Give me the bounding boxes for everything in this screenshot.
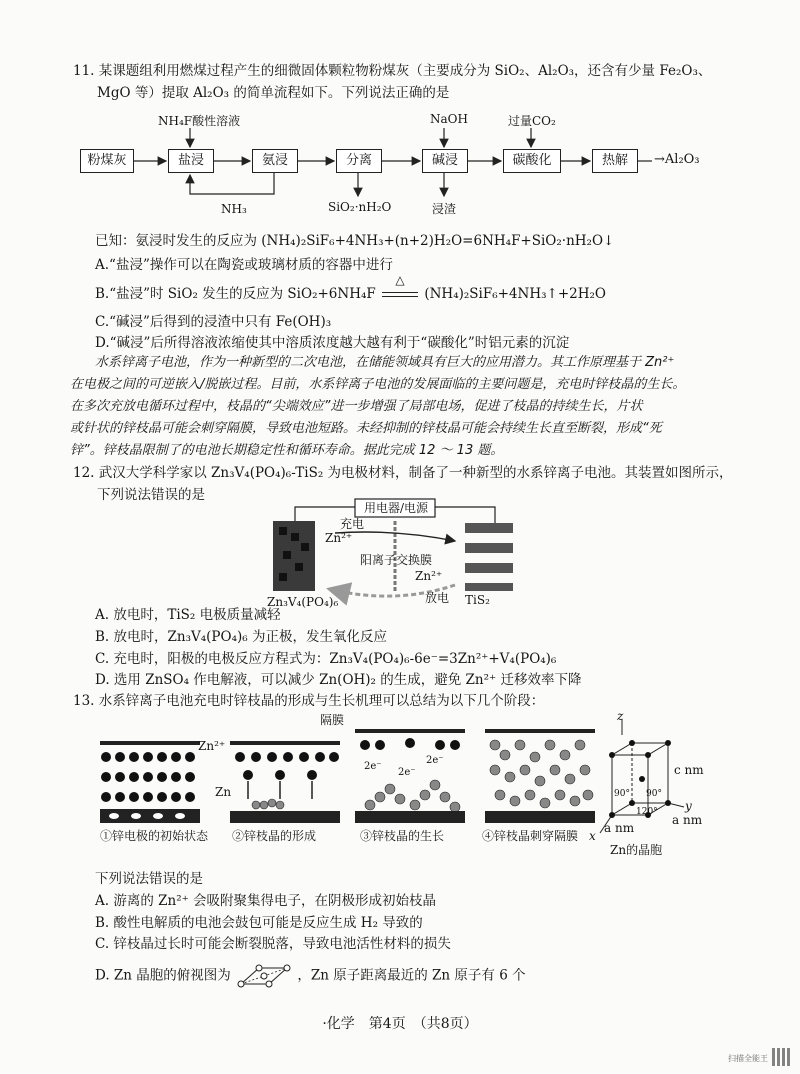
angle-2: 90° <box>646 789 662 799</box>
cell-c: c nm <box>674 763 704 777</box>
q13-option-d-pre: D. Zn 晶胞的俯视图为 <box>95 967 231 984</box>
cell-a1: a nm <box>672 813 703 827</box>
passage-line: 或针状的锌枝晶可能会刺穿隔膜，导致电池短路。未经抑制的锌枝晶可能会持续生长直至断裂，形成“死 <box>70 421 662 436</box>
q13-option-a: A. 游离的 Zn²⁺ 会吸附聚集得电子，在阴极形成初始枝晶 <box>95 893 437 909</box>
q13-option-d-post: ，Zn 原子距离最近的 Zn 原子有 6 个 <box>297 967 526 984</box>
passage-line: 在电极之间的可逆嵌入/脱嵌过程。目前，水系锌离子电池的发展面临的主要问题是，充电时锌枝晶的生长。 <box>70 377 686 392</box>
zn-label: Zn <box>215 785 232 799</box>
q12-option-d: D. 选用 ZnSO₄ 作电解液，可以减少 Zn(OH)₂ 的生成，避免 Zn²⁺ 迁移效率下降 <box>95 672 582 688</box>
q11-option-b-cond <box>380 273 420 303</box>
q13-lead: 下列说法错误的是 <box>95 871 203 887</box>
right-electrode <box>465 523 513 591</box>
e-label-2: 2e⁻ <box>398 767 416 778</box>
q11-stem-line2: MgO 等）提取 Al₂O₃ 的简单流程如下。下列说法正确的是 <box>97 85 450 101</box>
top-view-rhombus-icon <box>235 962 293 990</box>
stage-4-panel <box>485 729 595 823</box>
e-label-3: 2e⁻ <box>426 755 444 766</box>
stage-1-panel <box>100 741 200 823</box>
fig-discharge: 放电 <box>425 591 450 605</box>
axis-x: x <box>589 829 596 843</box>
fig-right-label: TiS₂ <box>465 593 490 607</box>
passage-line: 在多次充放电循环过程中，枝晶的“尖端效应”进一步增强了局部电场，促进了枝晶的持续生长，片状 <box>70 399 643 414</box>
flow-step-ammonia-leach: 氨浸 <box>252 149 298 173</box>
passage-line: 水系锌离子电池，作为一种新型的二次电池，在储能领域具有巨大的应用潜力。其工作原理基于 Zn²⁺ <box>95 355 675 370</box>
q12-option-b: B. 放电时，Zn₃V₄(PO₄)₆ 为正极，发生氧化反应 <box>95 629 387 645</box>
q13-dendrite-figure <box>80 709 720 857</box>
qr-icon <box>772 1048 790 1066</box>
q11-option-b-pre: B.“盐浸”时 SiO₂ 发生的反应为 SiO₂+6NH₄F <box>95 286 376 302</box>
fig-membrane: 阳离子交换膜 <box>360 553 433 567</box>
q12-option-c: C. 充电时，阳极的电极反应方程式为：Zn₃V₄(PO₄)₆-6e⁻=3Zn²⁺+V₄(PO₄)₆ <box>95 651 557 667</box>
fig-top-box: 用电器/电源 <box>363 501 429 515</box>
passage-line: 锌”。锌枝晶限制了的电池长期稳定性和循环寿命。据此完成 12 ～ 13 题。 <box>70 443 504 458</box>
q11-option-c: C.“碱浸”后得到的浸渣中只有 Fe(OH)₃ <box>95 314 332 330</box>
scanner-watermark: 扫描全能王 <box>728 1054 768 1063</box>
reagent-co2: 过量CO₂ <box>508 114 556 128</box>
flow-out-residue: 浸渣 <box>432 202 457 216</box>
q11-option-d: D.“碱浸”后所得溶液浓缩使其中溶质浓度越大越有利于“碳酸化”时铝元素的沉淀 <box>95 335 570 351</box>
flow-recycle-nh3: NH₃ <box>221 202 247 216</box>
axis-y: y <box>685 799 692 813</box>
q11-option-b <box>95 273 606 303</box>
q12-battery-figure <box>265 493 525 615</box>
fig-zn-ion-1: Zn²⁺ <box>325 531 353 545</box>
q11-stem-line1: 11. 某课题组利用燃煤过程产生的细微固体颗粒物粉煤灰（主要成分为 SiO₂、Al₂O₃，还含有少量 Fe₂O₃、 <box>73 63 712 79</box>
q11-known: 已知：氨浸时发生的反应为 (NH₄)₂SiF₆+4NH₃+(n+2)H₂O=6NH₄F+SiO₂·nH₂O↓ <box>95 233 615 249</box>
e-label-1: 2e⁻ <box>364 761 382 772</box>
flow-product: →Al₂O₃ <box>654 152 700 167</box>
caption-stage-1: ①锌电极的初始状态 <box>100 829 209 843</box>
q11-option-b-post: (NH₄)₂SiF₆+4NH₃↑+2H₂O <box>424 286 606 302</box>
q13-stem: 13. 水系锌离子电池充电时锌枝晶的形成与生长机理可以总结为以下几个阶段： <box>73 693 545 709</box>
fig-charge: 充电 <box>340 517 365 531</box>
reagent-naoh: NaOH <box>430 112 468 126</box>
q11-flowchart <box>0 100 800 225</box>
q12-stem-line1: 12. 武汉大学科学家以 Zn₃V₄(PO₄)₆-TiS₂ 为电极材料，制备了一种新型的水系锌离子电池。其装置如图所示， <box>73 465 733 481</box>
flow-step-separate: 分离 <box>336 149 382 173</box>
caption-stage-3: ③锌枝晶的生长 <box>360 829 445 843</box>
axis-z: z <box>617 709 624 723</box>
q13-option-c: C. 锌枝晶过长时可能会断裂脱落，导致电池活性材料的损失 <box>95 936 451 952</box>
fig-left-label: Zn₃V₄(PO₄)₆ <box>267 595 339 609</box>
cell-caption: Zn的晶胞 <box>610 843 663 857</box>
page-footer: ·化学 第4页 （共8页） <box>322 1016 478 1032</box>
q13-option-d <box>95 962 526 990</box>
q12-option-a: A. 放电时，TiS₂ 电极质量减轻 <box>95 607 281 623</box>
caption-stage-4: ④锌枝晶刺穿隔膜 <box>482 829 579 843</box>
angle-1: 90° <box>614 789 630 799</box>
cell-a2: a nm <box>604 821 635 835</box>
flow-step-alkali-leach: 碱浸 <box>422 149 468 173</box>
angle-3: 120° <box>636 807 658 817</box>
condition-heat: △ <box>395 273 405 287</box>
q13-option-b: B. 酸性电解质的电池会鼓包可能是反应生成 H₂ 导致的 <box>95 915 423 931</box>
reagent-nh4f: NH₄F酸性溶液 <box>158 114 241 128</box>
stage-2-panel <box>230 741 340 823</box>
sep-label: 隔膜 <box>320 713 345 727</box>
flow-step-coalash: 粉煤灰 <box>80 149 134 173</box>
flow-step-carbonation: 碳酸化 <box>503 149 561 173</box>
flow-arrows <box>0 100 800 225</box>
q12-stem-line2: 下列说法错误的是 <box>97 487 205 503</box>
flow-step-salt-leach: 盐浸 <box>168 149 214 173</box>
flow-step-pyrolysis: 热解 <box>592 149 638 173</box>
flow-out-sio2: SiO₂·nH₂O <box>328 200 392 214</box>
zn-ion-label: Zn²⁺ <box>198 739 226 753</box>
caption-stage-2: ②锌枝晶的形成 <box>232 829 317 843</box>
fig-zn-ion-2: Zn²⁺ <box>415 569 443 583</box>
q11-option-a: A.“盐浸”操作可以在陶瓷或玻璃材质的容器中进行 <box>95 257 393 273</box>
